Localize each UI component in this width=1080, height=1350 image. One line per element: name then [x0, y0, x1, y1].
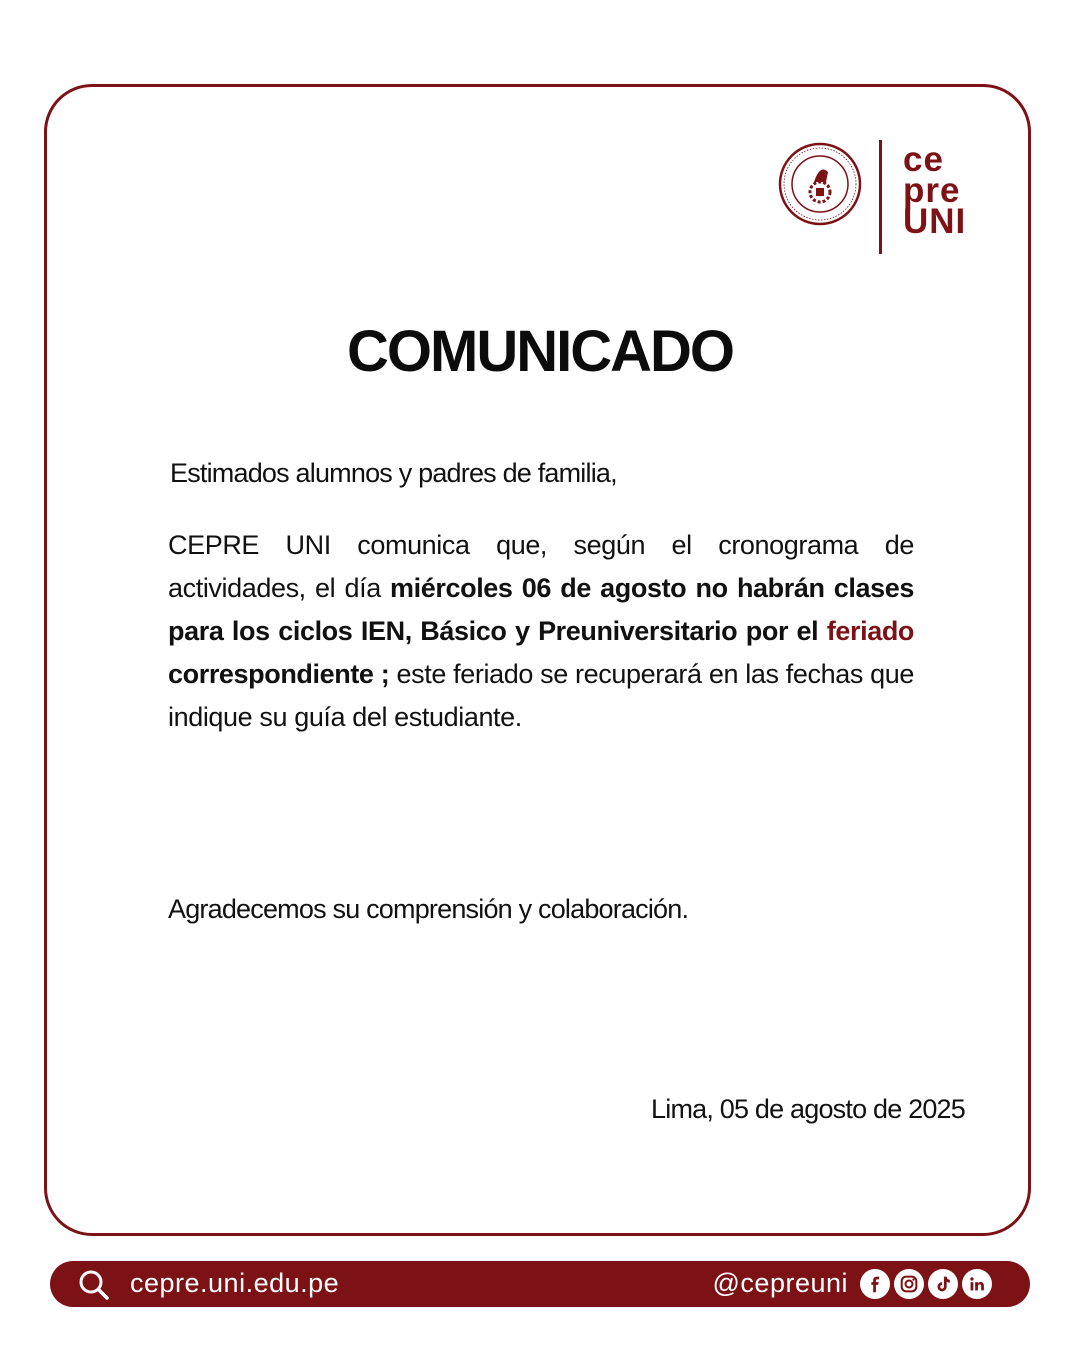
body-bold2: correspondiente ;: [168, 659, 390, 689]
header-logo: [778, 140, 998, 256]
wordmark-line: ce: [903, 140, 944, 179]
university-seal-icon: [778, 142, 862, 226]
wordmark-line: UNI: [903, 202, 967, 241]
linkedin-icon[interactable]: [962, 1269, 992, 1299]
social-icons: [860, 1269, 992, 1299]
body-part2: este feriado se recuperará en las fechas que indique su guía del estudiante.: [168, 659, 914, 732]
date-line: Lima, 05 de agosto de 2025: [651, 1094, 965, 1124]
instagram-icon[interactable]: [894, 1269, 924, 1299]
wordmark-line: pre: [903, 171, 961, 210]
announcement-body: [168, 524, 914, 739]
logo-divider: [879, 140, 882, 254]
greeting: Estimados alumnos y padres de familia,: [170, 458, 617, 488]
body-part1: CEPRE UNI comunica que, según el cronograma de actividades, el día: [168, 530, 914, 603]
tiktok-icon[interactable]: [928, 1269, 958, 1299]
facebook-icon[interactable]: [860, 1269, 890, 1299]
page-title: COMUNICADO: [347, 319, 733, 384]
footer-bar: [50, 1261, 1030, 1307]
body-highlight: feriado: [826, 616, 915, 646]
thanks-note: Agradecemos su comprensión y colaboración.: [168, 894, 689, 924]
website-link[interactable]: cepre.uni.edu.pe: [130, 1268, 340, 1298]
social-handle: @cepreuni: [712, 1268, 848, 1298]
cepre-uni-wordmark: [903, 140, 967, 241]
body-bold1: miércoles 06 de agosto no habrán clases para los ciclos IEN, Básico y Preuniversitario por el: [168, 573, 914, 646]
search-icon: [78, 1269, 110, 1301]
